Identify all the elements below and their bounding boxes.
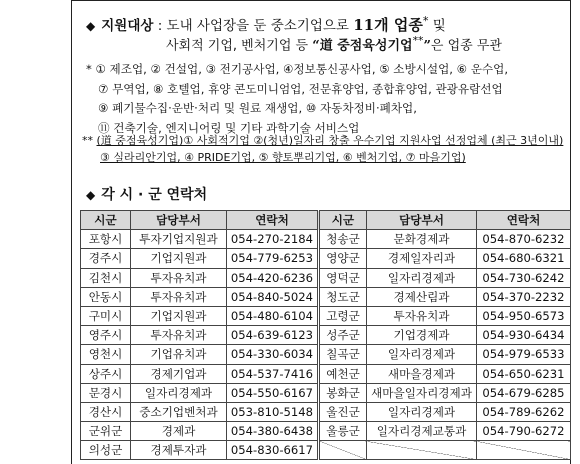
phone-number: 054-380-6438: [227, 422, 319, 441]
industries-note-line: * ① 제조업, ② 건설업, ③ 전기공사업, ④정보통신공사업, ⑤ 소방시설업, ⑥ 운수업,: [86, 62, 508, 76]
column-header: 시군: [81, 211, 131, 230]
phone-number: 054-870-6232: [477, 230, 571, 249]
support-target-text-d: 은 업종 무관: [430, 38, 502, 54]
priority-note-prefix: **: [82, 134, 97, 147]
phone-number: 054-480-6104: [227, 306, 319, 325]
phone-number: 054-679-6285: [477, 383, 571, 402]
phone-number: 054-420-6236: [227, 268, 319, 287]
table-row: [81, 268, 571, 287]
city-name: 포항시: [81, 230, 131, 249]
phone-number: 054-639-6123: [227, 326, 319, 345]
table-header-row: [81, 211, 571, 230]
table-row: [81, 306, 571, 325]
phone-number: 054-930-6434: [477, 326, 571, 345]
table-row: [81, 345, 571, 364]
department-name: 투자기업지원과: [131, 230, 227, 249]
phone-number: 054-370-2232: [477, 287, 571, 306]
department-name: 경제일자리과: [367, 249, 477, 268]
county-name: 청도군: [319, 287, 367, 306]
county-name: 영양군: [319, 249, 367, 268]
phone-number: 053-810-5148: [227, 402, 319, 421]
column-header: 연락처: [477, 211, 571, 230]
department-name: 일자리경제과: [367, 345, 477, 364]
priority-note-line: ③ 실라리안기업, ④ PRIDE기업, ⑤ 향토뿌리기업, ⑥ 벤처기업, ⑦ 마을기업): [100, 151, 466, 164]
department-name: 기업유치과: [131, 345, 227, 364]
column-header: 시군: [319, 211, 367, 230]
department-name: 새마을경제과: [367, 364, 477, 383]
column-header: 담당부서: [367, 211, 477, 230]
phone-number: 054-830-6617: [227, 441, 319, 460]
table-row: [81, 364, 571, 383]
department-name: 투자유치과: [367, 306, 477, 325]
contacts-section-title: [86, 184, 207, 204]
county-name: 성주군: [319, 326, 367, 345]
phone-number: 054-779-6253: [227, 249, 319, 268]
department-name: 문화경제과: [367, 230, 477, 249]
table-row: [81, 441, 571, 460]
county-name: 영덕군: [319, 268, 367, 287]
department-name: 기업지원과: [131, 306, 227, 325]
diamond-bullet-icon: ◆: [86, 19, 96, 33]
empty-cell: [367, 441, 477, 460]
empty-cell: [319, 441, 367, 460]
contacts-title: 각 시 · 군 연락처: [101, 187, 208, 203]
department-name: 경제과: [131, 422, 227, 441]
department-name: 경제산림과: [367, 287, 477, 306]
priority-quote-close: ”: [423, 38, 431, 54]
support-target-text-c: 사회적 기업, 벤처기업 등: [166, 38, 313, 54]
department-name: 일자리경제과: [367, 402, 477, 421]
industry-footnote-mark: *: [422, 14, 429, 28]
department-name: 투자유치과: [131, 287, 227, 306]
support-target-text-a: : 도내 사업장을 둔 중소기업으로: [153, 18, 354, 34]
county-name: 봉화군: [319, 383, 367, 402]
table-row: [81, 402, 571, 421]
department-name: 기업경제과: [367, 326, 477, 345]
city-name: 김천시: [81, 268, 131, 287]
priority-footnote-mark: **: [412, 34, 424, 47]
county-name: 청송군: [319, 230, 367, 249]
city-name: 경주시: [81, 249, 131, 268]
table-row: [81, 383, 571, 402]
diamond-bullet-icon: ◆: [86, 188, 96, 202]
phone-number: 054-330-6034: [227, 345, 319, 364]
city-name: 의성군: [81, 441, 131, 460]
city-name: 군위군: [81, 422, 131, 441]
industries-note-line: ⑪ 건축기술, 엔지니어링 및 기타 과학기술 서비스업: [98, 120, 360, 135]
contacts-table: [80, 210, 571, 460]
table-row: [81, 249, 571, 268]
phone-number: 054-270-2184: [227, 230, 319, 249]
department-name: 일자리경제교통과: [367, 422, 477, 441]
table-row: [81, 287, 571, 306]
table-row: [81, 326, 571, 345]
phone-number: 054-537-7416: [227, 364, 319, 383]
county-name: 울진군: [319, 402, 367, 421]
department-name: 새마을일자리경제과: [367, 383, 477, 402]
department-name: 기업지원과: [131, 249, 227, 268]
city-name: 문경시: [81, 383, 131, 402]
county-name: 칠곡군: [319, 345, 367, 364]
priority-company-label: “道 중점육성기업: [312, 38, 413, 54]
county-name: 울릉군: [319, 422, 367, 441]
phone-number: 054-550-6167: [227, 383, 319, 402]
support-target-line-1: [86, 14, 446, 35]
county-name: 예천군: [319, 364, 367, 383]
phone-number: 054-950-6573: [477, 306, 571, 325]
department-name: 일자리경제과: [367, 268, 477, 287]
phone-number: 054-790-6272: [477, 422, 571, 441]
column-header: 담당부서: [131, 211, 227, 230]
phone-number: 054-680-6321: [477, 249, 571, 268]
column-header: 연락처: [227, 211, 319, 230]
industries-footnote: [86, 60, 508, 138]
city-name: 영주시: [81, 326, 131, 345]
city-name: 경산시: [81, 402, 131, 421]
city-name: 안동시: [81, 287, 131, 306]
department-name: 중소기업벤처과: [131, 402, 227, 421]
phone-number: 054-979-6533: [477, 345, 571, 364]
phone-number: 054-840-5024: [227, 287, 319, 306]
phone-number: 054-789-6262: [477, 402, 571, 421]
department-name: 투자유치과: [131, 326, 227, 345]
city-name: 구미시: [81, 306, 131, 325]
table-row: [81, 422, 571, 441]
phone-number: 054-730-6242: [477, 268, 571, 287]
department-name: 경제기업과: [131, 364, 227, 383]
industries-note-line: ⑦ 무역업, ⑧ 호텔업, 휴양 콘도미니엄업, 전문휴양업, 종합휴양업, 관광유람선업: [98, 81, 503, 96]
table-row: [81, 230, 571, 249]
department-name: 투자유치과: [131, 268, 227, 287]
priority-note-line: (道 중점육성기업)① 사회적기업 ②(청년)일자리 창출 우수기업 지원사업 선정업체 (최근 3년이내): [96, 134, 564, 147]
support-target-line-2: [166, 34, 502, 53]
empty-cell: [477, 441, 571, 460]
priority-footnote: [82, 132, 563, 166]
support-target-label: 지원대상: [101, 18, 154, 34]
department-name: 경제투자과: [131, 441, 227, 460]
city-name: 상주시: [81, 364, 131, 383]
county-name: 고령군: [319, 306, 367, 325]
support-target-text-b: 및: [428, 18, 446, 34]
industries-note-line: ⑨ 폐기물수집·운반·처리 및 원료 재생업, ⑩ 자동차정비·폐차업,: [98, 101, 417, 115]
city-name: 영천시: [81, 345, 131, 364]
industry-count: 11개 업종: [353, 16, 423, 34]
department-name: 일자리경제과: [131, 383, 227, 402]
phone-number: 054-650-6231: [477, 364, 571, 383]
